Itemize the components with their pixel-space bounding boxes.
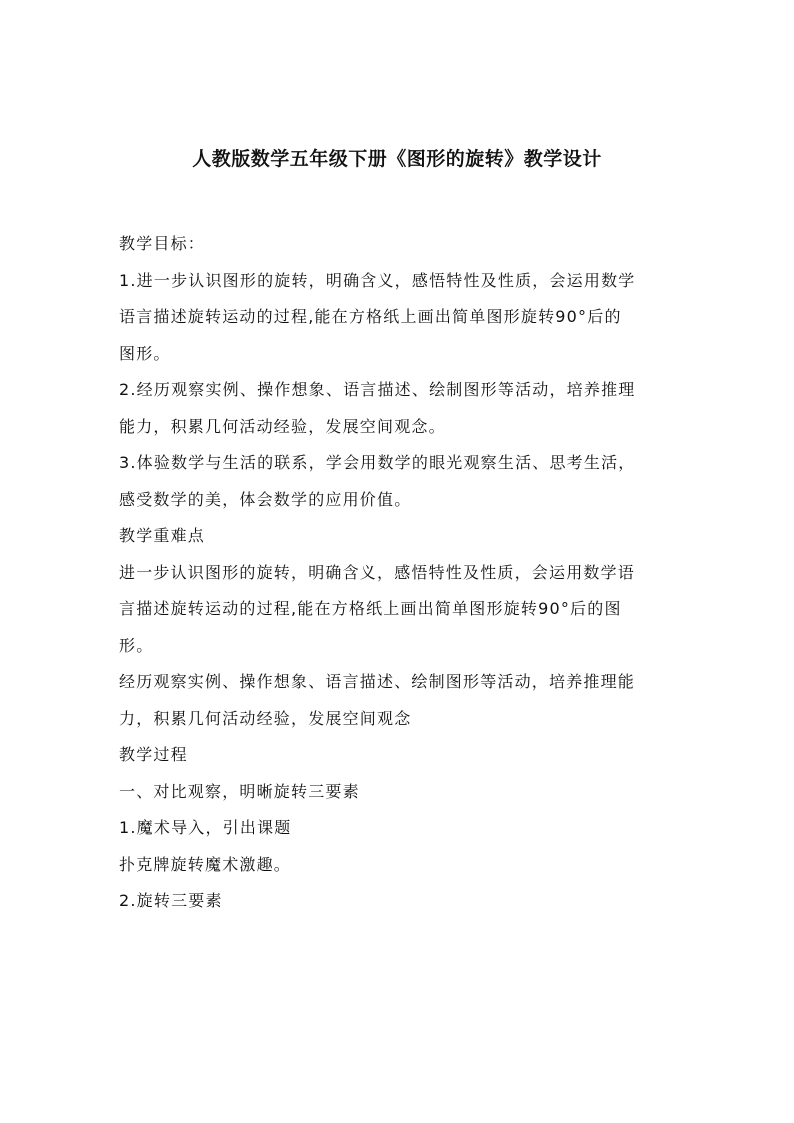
subsection-heading: 一、对比观察，明晰旋转三要素 [119,781,360,801]
body-line: 感受数学的美，体会数学的应用价值。 [119,489,412,509]
body-line: 图形。 [119,343,171,363]
body-line: 能力，积累几何活动经验，发展空间观念。 [119,416,446,436]
body-line: 1.进一步认识图形的旋转，明确含义，感悟特性及性质，会运用数学 [119,270,636,290]
body-line: 进一步认识图形的旋转，明确含义，感悟特性及性质，会运用数学语 [119,562,636,582]
body-line: 经历观察实例、操作想象、语言描述、绘制图形等活动，培养推理能 [119,672,636,691]
body-line: 扑克牌旋转魔术激趣。 [119,854,292,874]
section-heading-key-points: 教学重难点 [119,526,206,545]
document-body [119,226,684,920]
document-title: 人教版数学五年级下册《图形的旋转》教学设计 [192,148,602,170]
body-line: 2.旋转三要素 [119,891,223,910]
body-line: 1.魔术导入，引出课题 [119,818,292,837]
body-line: 语言描述旋转运动的过程,能在方格纸上画出简单图形旋转90°后的 [119,307,622,326]
body-line: 力，积累几何活动经验，发展空间观念 [119,708,412,728]
section-heading-objectives: 教学目标： [119,234,206,253]
body-line: 2.经历观察实例、操作想象、语言描述、绘制图形等活动，培养推理 [119,380,636,399]
body-line: 3.体验数学与生活的联系，学会用数学的眼光观察生活、思考生活， [119,453,636,472]
body-line: 言描述旋转运动的过程,能在方格纸上画出简单图形旋转90°后的图 [119,599,622,618]
body-line: 形。 [119,635,154,655]
section-heading-process: 教学过程 [119,745,188,764]
